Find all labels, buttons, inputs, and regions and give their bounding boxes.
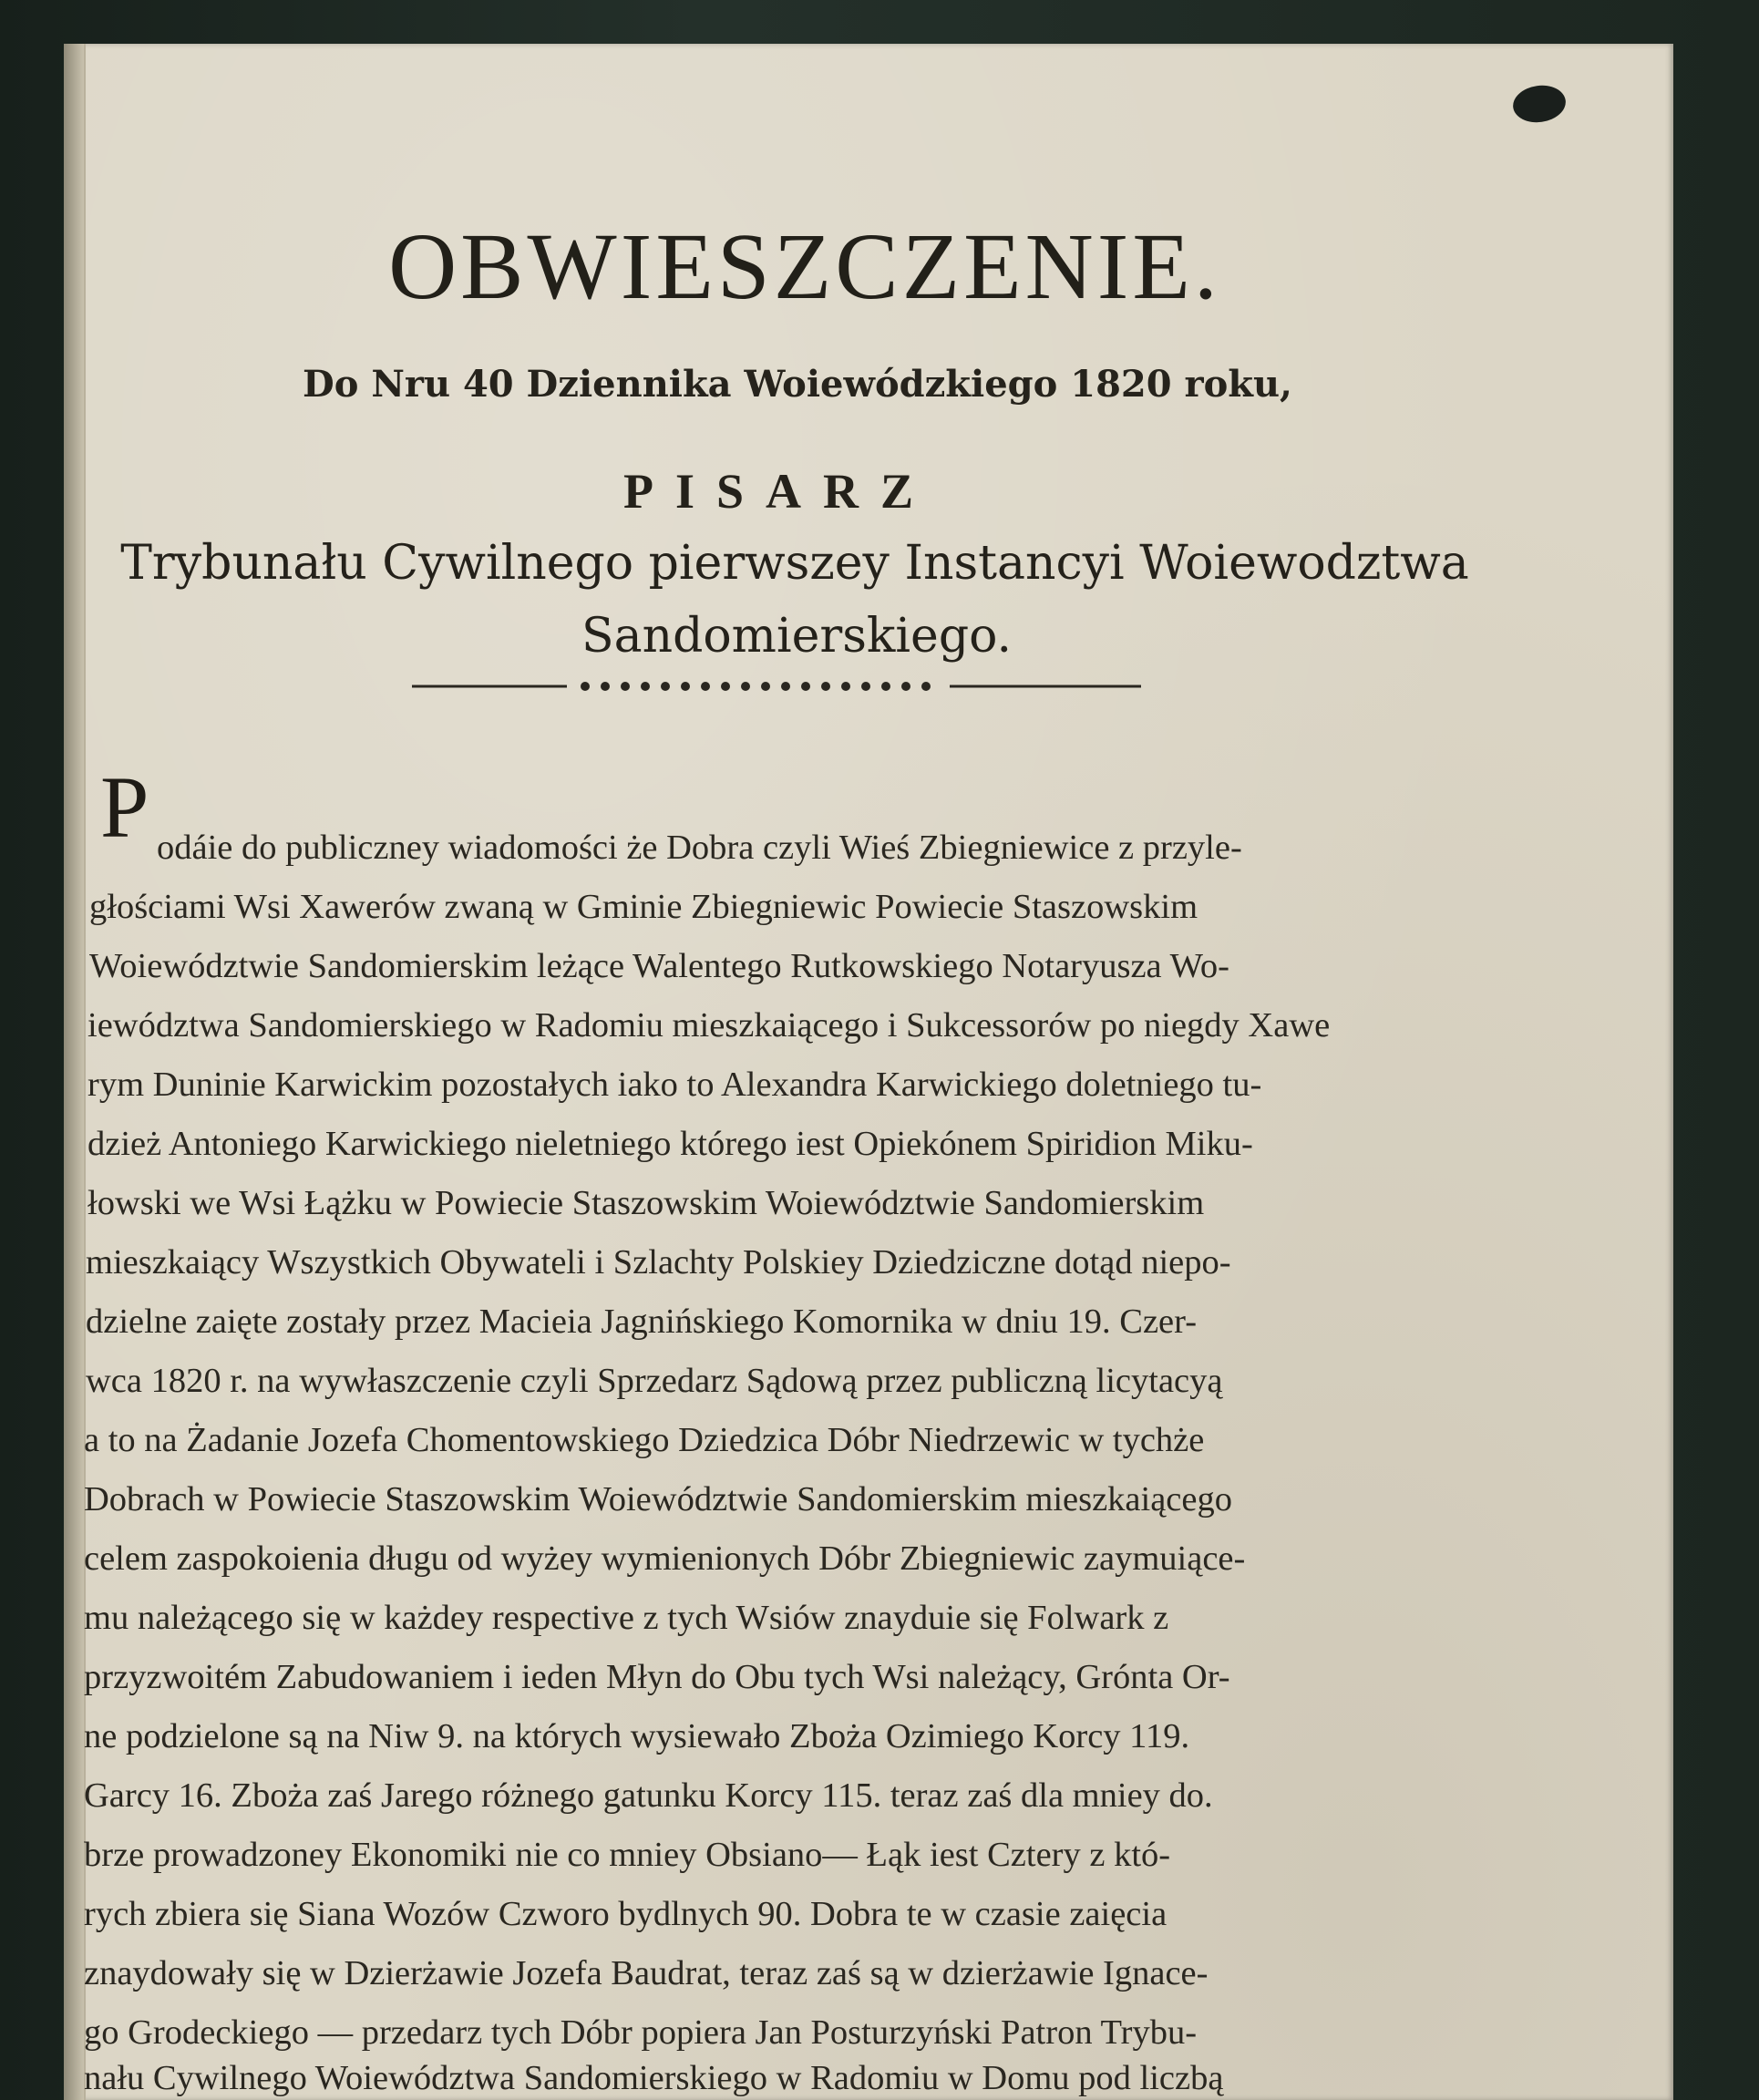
body-line: odáie do publiczney wiadomości że Dobra czyli Wieś Zbiegniewice z przyle-	[157, 829, 1242, 867]
body-line: Garcy 16. Zboża zaś Jarego różnego gatunku Korcy 115. teraz zaś dla mniey do.	[84, 1776, 1213, 1815]
body-line: znaydowały się w Dzierżawie Jozefa Baudrat, teraz zaś są w dzierżawie Ignace-	[84, 1954, 1209, 1992]
body-line: nału Cywilnego Woiewództwa Sandomierskiego w Radomiu w Domu pod liczbą	[84, 2059, 1224, 2097]
body-line: Dobrach w Powiecie Staszowskim Woiewództwie Sandomierskim mieszkaiącego	[84, 1480, 1232, 1518]
tribunal-line-1: Trybunału Cywilnego pierwszey Instancyi Woiewodztwa	[120, 536, 1469, 591]
body-line: rym Duninie Karwickim pozostałych iako to Alexandra Karwickiego doletniego tu-	[87, 1065, 1262, 1104]
page-binding-edge	[64, 44, 84, 2100]
document-subtitle: Do Nru 40 Dziennika Woiewódzkiego 1820 roku,	[303, 363, 1292, 406]
body-line: a to na Żadanie Jozefa Chomentowskiego Dziedzica Dóbr Niedrzewic w tychże	[84, 1421, 1205, 1459]
body-text	[84, 800, 1673, 2095]
body-line: go Grodeckiego — przedarz tych Dóbr popiera Jan Posturzyński Patron Trybu-	[84, 2013, 1198, 2052]
body-line: ne podzielone są na Niw 9. na których wysiewało Zboża Ozimiego Korcy 119.	[84, 1717, 1190, 1755]
body-line: łowski we Wsi Łążku w Powiecie Staszowskim Woiewództwie Sandomierskim	[87, 1184, 1205, 1222]
body-line: dzielne zaięte zostały przez Macieia Jagnińskiego Komornika w dniu 19. Czer-	[86, 1302, 1198, 1341]
body-line: mieszkaiący Wszystkich Obywateli i Szlachty Polskiey Dziedziczne dotąd niepo-	[86, 1243, 1231, 1282]
tribunal-line-2: Sandomierskiego.	[581, 609, 1013, 664]
body-line: przyzwoitém Zabudowaniem i ieden Młyn do Obu tych Wsi należący, Grónta Or-	[84, 1658, 1230, 1696]
document-page	[84, 44, 1673, 2100]
body-line: Woiewództwie Sandomierskim leżące Walentego Rutkowskiego Notaryusza Wo-	[89, 947, 1229, 985]
ornamental-divider	[412, 677, 1141, 695]
body-line: mu należącego się w każdey respective z tych Wsiów znayduie się Folwark z	[84, 1599, 1169, 1637]
drop-cap: P	[100, 758, 149, 856]
body-line: rych zbiera się Siana Wozów Czworo bydlnych 90. Dobra te w czasie zaięcia	[84, 1895, 1168, 1933]
body-line: brze prowadzoney Ekonomiki nie co mniey Obsiano— Łąk iest Cztery z któ-	[84, 1836, 1171, 1874]
paper-hole	[1510, 82, 1568, 126]
heading-pisarz: PISARZ	[622, 464, 936, 519]
body-line: wca 1820 r. na wywłaszczenie czyli Sprzedarz Sądową przez publiczną licytacyą	[86, 1362, 1223, 1400]
body-line: głościami Wsi Xawerów zwaną w Gminie Zbiegniewic Powiecie Staszowskim	[89, 888, 1198, 926]
body-line: iewództwa Sandomierskiego w Radomiu mieszkaiącego i Sukcessorów po niegdy Xawe	[87, 1006, 1331, 1045]
body-line: dzież Antoniego Karwickiego nieletniego którego iest Opiekónem Spiridion Miku-	[87, 1125, 1253, 1163]
document-title: OBWIESZCZENIE.	[388, 214, 1221, 319]
body-line: celem zaspokoienia długu od wyżey wymienionych Dóbr Zbiegniewic zaymuiące-	[84, 1539, 1246, 1578]
